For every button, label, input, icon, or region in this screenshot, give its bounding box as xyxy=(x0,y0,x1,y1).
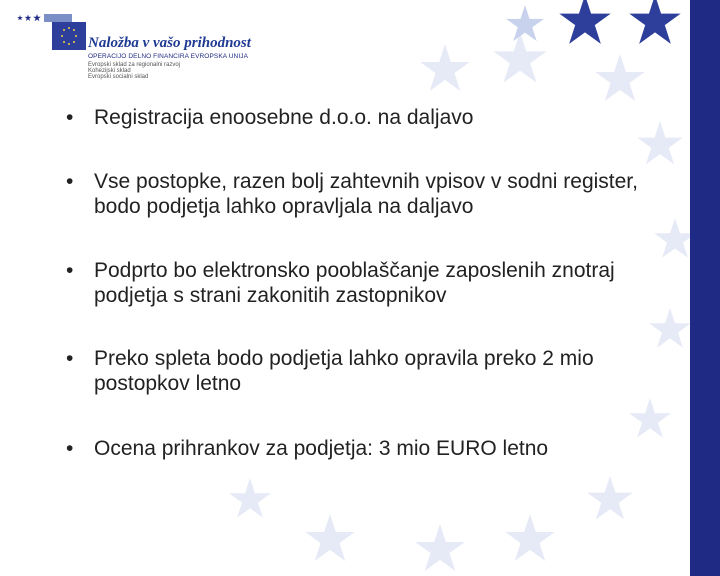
bullet-text: Ocena prihrankov za podjetja: 3 mio EURO letno xyxy=(94,437,549,460)
bullet-text: Podprto bo elektronsko pooblaščanje zaposlenih znotraj podjetja s strani zakonitih zastopnikov xyxy=(94,259,615,307)
bullet-text: Vse postopke, razen bolj zahtevnih vpisov v sodni register, bodo podjetja lahko opravljala na daljavo xyxy=(94,170,638,218)
bullet-marker: • xyxy=(66,437,74,460)
bullet-marker: • xyxy=(66,106,74,129)
logo-fund-3: Evropski socialni sklad xyxy=(88,74,149,80)
logo-fund-2: Kohezijski sklad xyxy=(88,68,131,74)
logo-program: OPERACIJO DELNO FINANCIRA EVROPSKA UNIJA xyxy=(88,53,249,60)
bullet-text: Registracija enoosebne d.o.o. na daljavo xyxy=(94,106,474,129)
bullet-marker: • xyxy=(66,170,74,193)
bullet-marker: • xyxy=(66,259,74,282)
bullet-text: Preko spleta bodo podjetja lahko opravila preko 2 mio postopkov letno xyxy=(94,347,594,395)
bullet-marker: • xyxy=(66,347,74,370)
logo-title: Naložba v vašo prihodnost xyxy=(88,35,251,51)
right-blue-bar xyxy=(690,0,720,576)
logo-fund-1: Evropski sklad za regionalni razvoj xyxy=(88,62,181,68)
